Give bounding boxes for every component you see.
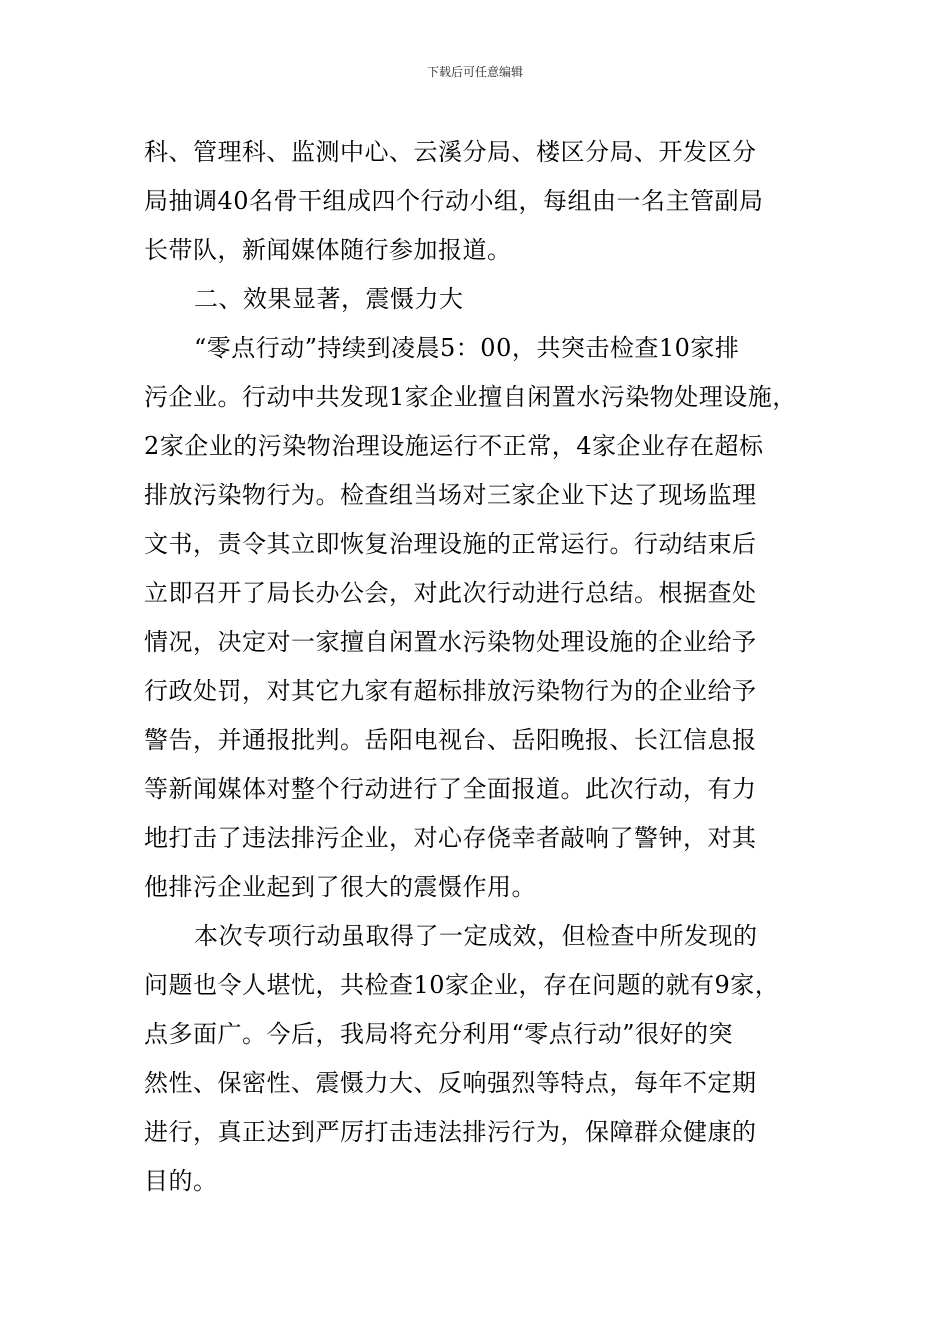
section-heading: 二、效果显著，震慑力大 [194,285,464,313]
text-line: 科、管理科、监测中心、云溪分局、楼区分局、开发区分 [144,138,757,166]
page-header-note: 下载后可任意编辑 [426,65,523,79]
paragraph-first-line: “零点行动”持续到凌晨5：00，共突击检查10家排 [194,334,740,362]
text-line: 立即召开了局长办公会，对此次行动进行总结。根据查处 [144,579,757,607]
text-line: 局抽调40名骨干组成四个行动小组，每组由一名主管副局 [144,187,764,215]
text-line: 点多面广。今后，我局将充分利用“零点行动”很好的突 [144,1020,734,1048]
text-line: 目的。 [144,1167,218,1195]
text-line: 等新闻媒体对整个行动进行了全面报道。此次行动，有力 [144,775,757,803]
text-line: 问题也令人堪忧，共检查10家企业，存在问题的就有9家， [144,971,780,999]
text-line: 警告，并通报批判。岳阳电视台、岳阳晚报、长江信息报 [144,726,757,754]
text-line: 排放污染物行为。检查组当场对三家企业下达了现场监理 [144,481,757,509]
text-line: 然性、保密性、震慑力大、反响强烈等特点，每年不定期 [144,1069,757,1097]
text-line: 进行，真正达到严厉打击违法排污行为，保障群众健康的 [144,1118,757,1146]
text-line: 地打击了违法排污企业，对心存侥幸者敲响了警钟，对其 [144,824,757,852]
paragraph-first-line: 本次专项行动虽取得了一定成效，但检查中所发现的 [194,922,758,950]
text-line: 污企业。行动中共发现1家企业擅自闲置水污染物处理设施， [144,383,797,411]
text-line: 他排污企业起到了很大的震慑作用。 [144,873,536,901]
text-line: 长带队，新闻媒体随行参加报道。 [144,236,512,264]
text-line: 文书，责令其立即恢复治理设施的正常运行。行动结束后 [144,530,757,558]
text-line: 行政处罚，对其它九家有超标排放污染物行为的企业给予 [144,677,757,705]
document-body [144,128,824,1206]
text-line: 情况，决定对一家擅自闲置水污染物处理设施的企业给予 [144,628,757,656]
text-line: 2家企业的污染物治理设施运行不正常，4家企业存在超标 [144,432,764,460]
